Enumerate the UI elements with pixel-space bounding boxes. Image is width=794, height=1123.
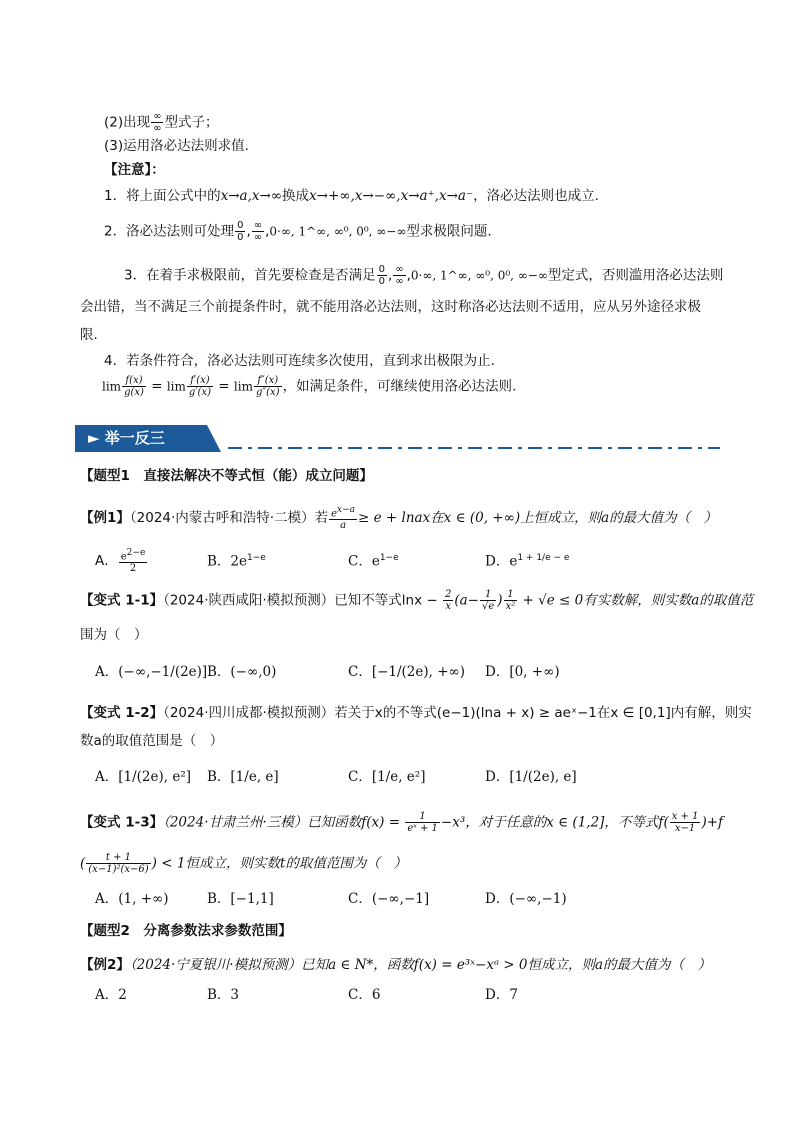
variant-1-1-options (95, 662, 560, 682)
frac-numerator: ∞ (153, 111, 162, 122)
example-1-condition: ≥ e + lnax在x ∈ (0, +∞)上恒成立，则a的最大值为（ ） (358, 510, 718, 527)
variant-1-2-options (95, 767, 577, 787)
note-2-math: 0·∞, 1^∞, ∞⁰, 0⁰, ∞−∞ (269, 224, 407, 239)
variant-1-1-text-2: + √e ≤ 0有实数解，则实数a的取值范 (518, 592, 754, 609)
note-1-suffix: ，洛必达法则也成立. (473, 188, 599, 204)
variant-1-3-text-2: −x³，对于任意的x ∈ (1,2]，不等式f (440, 814, 664, 831)
example-2-text: （2024·宁夏银川·模拟预测）已知a ∈ N*，函数f(x) = e³ˣ−xᵃ > 0恒成立，则a的最大值为（ ） (129, 957, 712, 973)
option-d-exponent: 1 + 1/e − e (517, 553, 570, 563)
variant-1-1-tag: 【变式 1-1】 (80, 592, 164, 609)
variant-1-3-line-2: ( $\frac{t + 1}{\text{(x−1)²(x−6)}}$ ) < 1恒成立，则实数t的取值范围为（ ） (80, 852, 407, 875)
step-3-line: (3)运用洛必达法则求值. (104, 138, 249, 154)
variant-1-3-options (95, 889, 567, 909)
example-1-options (95, 548, 570, 575)
variant-1-3-text: （2024·甘肃兰州·三模）已知函数f(x) = (163, 814, 405, 831)
zero-over-zero: $\frac{0}{0}$ (237, 220, 244, 243)
note-2-suffix: 型求极限问题. (406, 223, 492, 240)
note-3-math: 0·∞, 1^∞, ∞⁰, 0⁰, ∞−∞ (410, 268, 548, 283)
variant-1-3-tag: 【变式 1-3】 (80, 814, 164, 831)
option-d: D．(−∞,−1) (485, 891, 567, 907)
step-2-prefix: (2)出现 (104, 114, 151, 131)
frac-denominator: ∞ (153, 123, 162, 134)
option-c: C．[1/e, e²] (348, 769, 426, 785)
option-b: B．[−1,1] (207, 891, 274, 907)
variant-1-3-stem: 【变式 1-3】（2024·甘肃兰州·三模）已知函数f(x) = $\frac{1}{\text{eˣ + 1}}$ −x³，对于任意的x ∈ (1,2]，不等式f( $\frac{x + 1}{x-1}$ )+f (80, 811, 724, 834)
variant-1-3-text-3: +f (706, 814, 724, 831)
note-4-line-1: 4．若条件符合，洛必达法则可连续多次使用，直到求出极限为止. (104, 353, 495, 369)
example-2-stem (80, 955, 711, 975)
example-2-options (95, 985, 518, 1005)
note-1-mid: 换成 (282, 188, 310, 204)
variant-1-1-stem: 【变式 1-1】（2024·陕西咸阳·模拟预测）已知不等式lnx − $\frac{2}{x}$ (a− $\frac{1}{√e}$ ) $\frac{1}{\text{x²}}$ + √e ≤ 0有实数解，则实数a的取值范 (80, 589, 754, 612)
note-3-line-3: 限. (80, 327, 98, 343)
option-d: D．$e^{1 + 1/e - e}$ (485, 553, 570, 570)
option-c: C．[−1/(2e), +∞) (348, 664, 466, 680)
example-2-tag: 【例2】 (80, 957, 130, 973)
note-4-suffix: ，如满足条件，可继续使用洛必达法则. (282, 378, 517, 395)
note-3-suffix: 型定式，否则滥用洛必达法则 (547, 267, 724, 284)
note-4-formula: lim $\frac{f(x)}{g(x)}$ = lim $\frac{f'(x)}{g'(x)}$ = lim $\frac{f''(x)}{g''(x)}$ ，如满足条件，可继续使用洛必达法则. (102, 375, 517, 398)
note-2-prefix: 2．洛必达法则可处理 (104, 223, 235, 240)
option-a: A． $\frac{e^{2-e}}{2}$ (95, 548, 146, 575)
option-c: C．(−∞,−1] (348, 891, 430, 907)
zero-over-zero-2: $\frac{0}{0}$ (378, 264, 385, 287)
option-a: A．2 (95, 987, 127, 1003)
option-c: C．$e^{1-e}$ (348, 553, 399, 570)
option-b-exponent: 1−e (247, 553, 266, 563)
option-c-exponent: 1−e (379, 553, 399, 563)
option-b: B．$2e^{1-e}$ (207, 553, 266, 570)
variant-1-2-stem (80, 703, 752, 723)
option-a: A．[1/(2e), e²] (95, 769, 192, 785)
option-b: B．3 (207, 987, 240, 1003)
note-1-prefix: 1．将上面公式中的 (104, 188, 221, 204)
option-a: A．(−∞,−1/(2e)] (95, 664, 208, 680)
topic-2-heading: 【题型2 分离参数法求参数范围】 (80, 923, 292, 939)
section-divider-dashes (228, 447, 720, 449)
example-1-source: （2024·内蒙古呼和浩特·二模）若 (129, 510, 329, 527)
variant-1-2-text: （2024·四川成都·模拟预测）若关于x的不等式(e−1)(lna + x) ≥ aeˣ−1在x ∈ [0,1]内有解，则实 (163, 705, 752, 721)
note-3-prefix: 3．在着手求极限前，首先要检查是否满足 (124, 267, 376, 284)
inf-over-inf-2: $\frac{\infty}{\infty}$ (395, 264, 404, 287)
topic-1-heading: 【题型1 直接法解决不等式恒（能）成立问题】 (80, 468, 373, 484)
section-banner-text: ► 举一反三 (88, 429, 165, 447)
variant-1-2-tag: 【变式 1-2】 (80, 705, 164, 721)
option-d: D．[1/(2e), e] (485, 769, 577, 785)
example-1-fraction: $\frac{e^{x-a}}{a}$ (331, 505, 356, 532)
step-2-suffix: 型式子； (164, 114, 219, 131)
example-1-tag: 【例1】 (80, 510, 130, 527)
variant-1-2-line-2: 数a的取值范围是（ ） (80, 733, 224, 749)
variant-1-1-line-2: 围为（ ） (80, 627, 148, 643)
note-1 (104, 186, 599, 206)
note-3-line-2: 会出错，当不满足三个前提条件时，就不能用洛必达法则，这时称洛必达法则不适用，应从另外途径求极 (80, 299, 701, 315)
option-b: B．(−∞,0) (207, 664, 277, 680)
note-1-math-b: x→+∞,x→−∞,x→a⁺,x→a⁻ (309, 188, 474, 204)
option-d: D．7 (485, 987, 518, 1003)
step-2-line (104, 111, 218, 134)
inf-over-inf: $\frac{\infty}{\infty}$ (253, 220, 263, 243)
option-a: A．(1, +∞) (95, 891, 169, 907)
option-d: D．[0, +∞) (485, 664, 560, 680)
inf-over-inf-fraction (151, 111, 163, 134)
note-3-line-1: 3．在着手求极限前，首先要检查是否满足 $\frac{0}{0}$ , $\frac{\infty}{\infty}$ ,0·∞, 1^∞, ∞⁰, 0⁰, ∞−∞型定式，否则滥用洛必达法则 (124, 264, 724, 287)
option-b: B．[1/e, e] (207, 769, 279, 785)
note-heading: 【注意】： (104, 162, 165, 178)
variant-1-1-text: （2024·陕西咸阳·模拟预测）已知不等式lnx − (163, 592, 442, 609)
variant-1-3-line-2-suffix: < 1恒成立，则实数t的取值范围为（ ） (161, 855, 407, 872)
example-1-stem (80, 505, 717, 531)
note-2: 2．洛必达法则可处理 $\frac{0}{0}$ , $\frac{\infty}{\infty}$ ,0·∞, 1^∞, ∞⁰, 0⁰, ∞−∞型求极限问题. (104, 220, 492, 243)
option-c: C．6 (348, 987, 381, 1003)
note-1-math-a: x→a,x→∞ (220, 188, 283, 204)
